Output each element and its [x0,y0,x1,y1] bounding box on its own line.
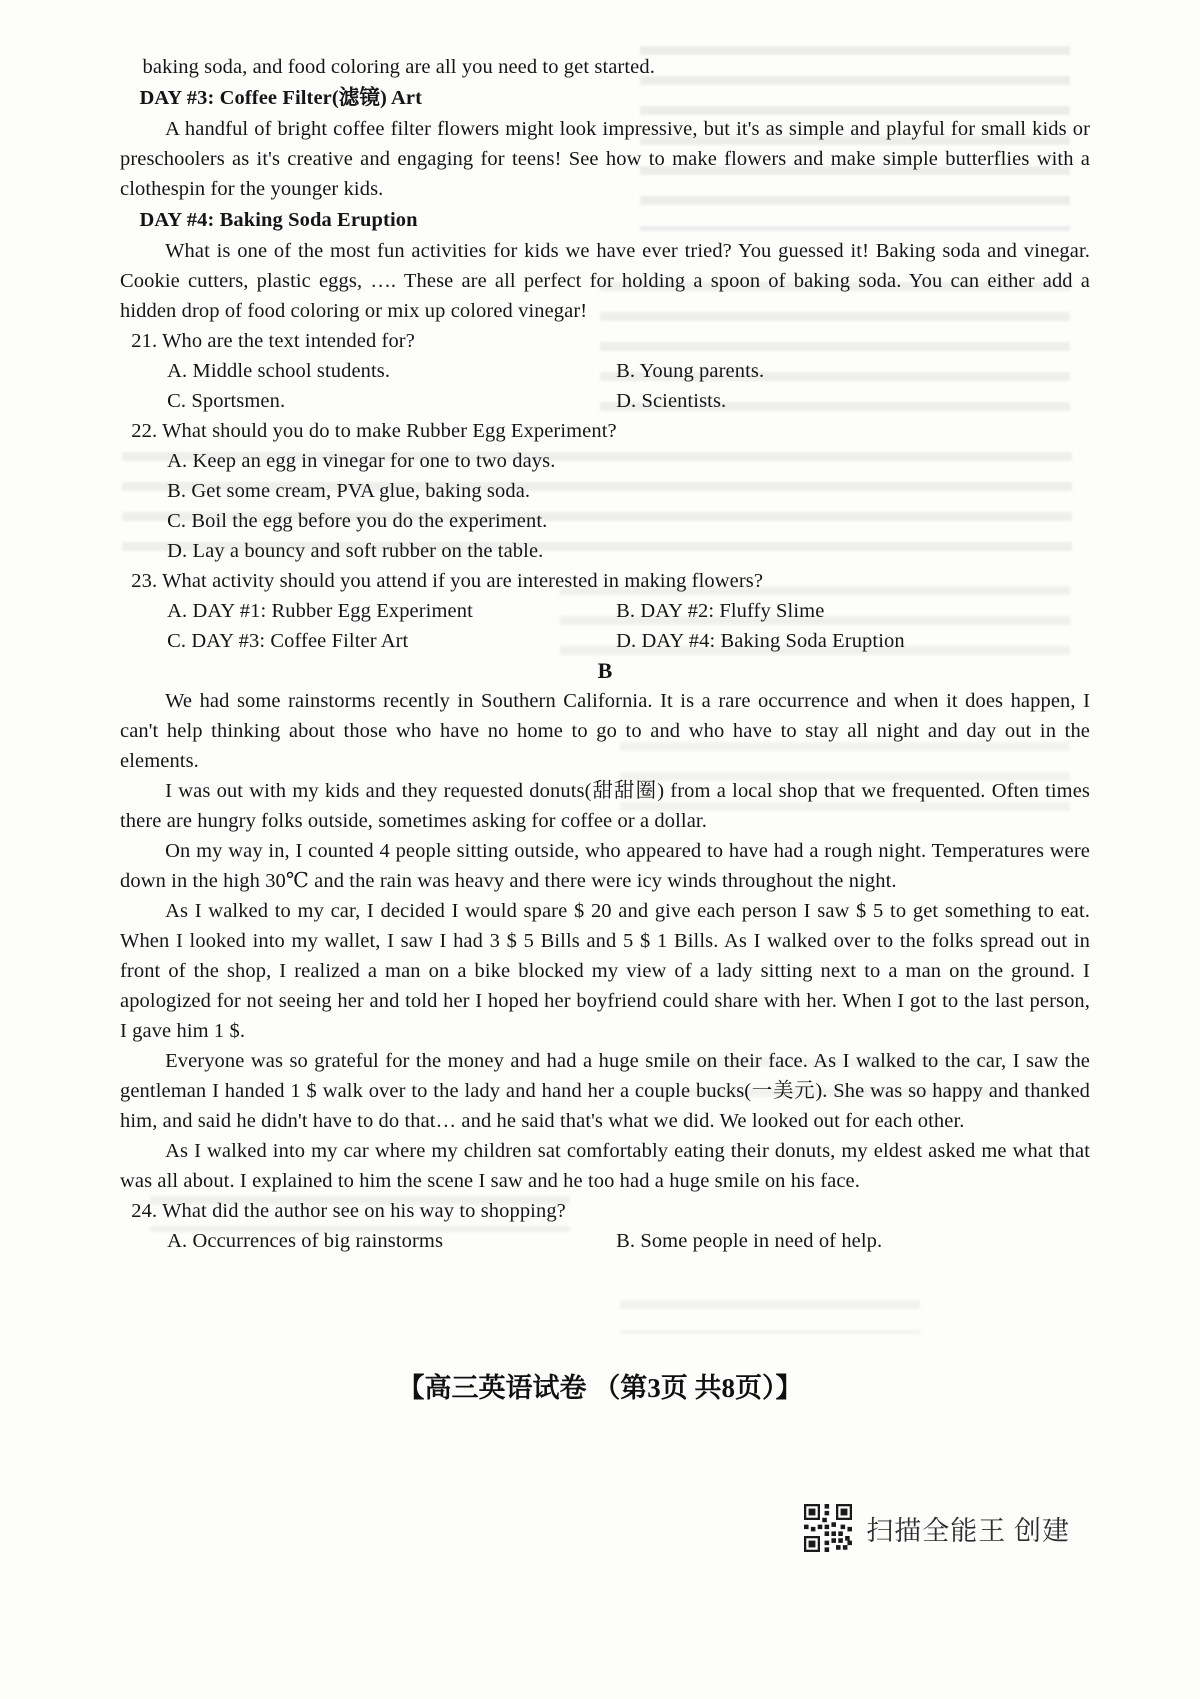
question-23-stem [120,566,1090,596]
question-24-options [120,1226,1090,1256]
question-23 [120,566,1090,656]
question-23-options [120,596,1090,656]
page-footer: 【高三英语试卷 （第3页 共8页）】 [397,1373,803,1403]
question-text: What activity should you attend if you are interested in making flowers? [162,570,764,592]
question-text: What did the author see on his way to shopping? [162,1200,566,1222]
question-22 [120,416,1090,566]
question-24 [120,1196,1090,1256]
question-21-stem [120,326,1090,356]
option-b: B. Young parents. [616,360,765,382]
option-c: C. Sportsmen. [167,390,286,412]
day4-heading: DAY #4: Baking Soda Eruption [139,209,418,231]
passage-b-paragraph-5: Everyone was so grateful for the money and had a huge smile on their face. As I walked to the car, I saw the gentleman I handed 1 $ walk over to the lady and hand her a couple bucks(一美元). She was so happy and thanked him, and said he didn't have to do that… and he said that's what we did. We looked out for each other. [120,1050,1090,1132]
passage-b-paragraph-1: We had some rainstorms recently in Southern California. It is a rare occurrence and when it does happen, I can't help thinking about those who have no home to go to and who have to stay all night and day out in the elements. [120,690,1090,772]
passage-b-paragraph-2: I was out with my kids and they requested donuts(甜甜圈) from a local shop that we frequented. Often times there are hungry folks outside, sometimes asking for coffee or a dollar. [120,780,1090,832]
question-21-options [120,356,1090,416]
section-b-label: B [597,658,613,683]
option-a: A. Keep an egg in vinegar for one to two days. [167,450,556,472]
question-number: 24. [131,1200,158,1222]
option-b: B. Get some cream, PVA glue, baking soda. [167,480,531,502]
question-number: 21. [131,330,158,352]
day3-paragraph: A handful of bright coffee filter flowers might look impressive, but it's as simple and playful for small kids or preschoolers as it's creative and engaging for teens! See how to make flowers and make simple butterflies with a clothespin for the younger kids. [120,118,1090,200]
question-number: 23. [131,570,158,592]
question-22-stem [120,416,1090,446]
option-a: A. DAY #1: Rubber Egg Experiment [167,600,473,622]
option-a: A. Occurrences of big rainstorms [167,1230,444,1252]
qr-code-icon [804,1504,852,1552]
question-22-options [120,446,1090,566]
passage-b-paragraph-3: On my way in, I counted 4 people sitting outside, who appeared to have had a rough night. Temperatures were down in the high 30℃ and the rain was heavy and there were icy winds throughout the night. [120,840,1090,892]
day3-heading: DAY #3: Coffee Filter(滤镜) Art [139,87,423,109]
option-b: B. Some people in need of help. [616,1230,883,1252]
day4-paragraph: What is one of the most fun activities for kids we have ever tried? You guessed it! Baking soda and vinegar. Cookie cutters, plastic eggs, …. These are all perfect for holding a spoon of baking soda. You can either add a hidden drop of food coloring or mix up colored vinegar! [120,240,1090,322]
question-21 [120,326,1090,416]
option-a: A. Middle school students. [167,360,391,382]
option-c: C. DAY #3: Coffee Filter Art [167,630,409,652]
option-d: D. Lay a bouncy and soft rubber on the table. [167,540,544,562]
passage-b-paragraph-6: As I walked into my car where my children sat comfortably eating their donuts, my eldest asked me what that was all about. I explained to him the scene I saw and he too had a huge smile on his face. [120,1140,1090,1192]
option-d: D. DAY #4: Baking Soda Eruption [616,630,905,652]
page-content [120,52,1090,1256]
option-b: B. DAY #2: Fluffy Slime [616,600,825,622]
question-24-stem [120,1196,1090,1226]
option-d: D. Scientists. [616,390,727,412]
question-text: What should you do to make Rubber Egg Experiment? [162,420,617,442]
bleedthrough-artifact [620,1300,920,1334]
continued-text-line: baking soda, and food coloring are all you need to get started. [142,56,655,78]
option-c: C. Boil the egg before you do the experiment. [167,510,548,532]
question-number: 22. [131,420,158,442]
question-text: Who are the text intended for? [162,330,415,352]
scanner-credit [804,1504,1070,1552]
passage-b-paragraph-4: As I walked to my car, I decided I would spare $ 20 and give each person I saw $ 5 to get something to eat. When I looked into my wallet, I saw I had 3 $ 5 Bills and 5 $ 1 Bills. As I walked over to the folks spread out in front of the shop, I realized a man on a bike blocked my view of a lady sitting next to a man on the ground. I apologized for not seeing her and told her I hoped her boyfriend could share with her. When I got to the last person, I gave him 1 $. [120,900,1090,1042]
scanner-credit-text: 扫描全能王 创建 [866,1515,1070,1546]
